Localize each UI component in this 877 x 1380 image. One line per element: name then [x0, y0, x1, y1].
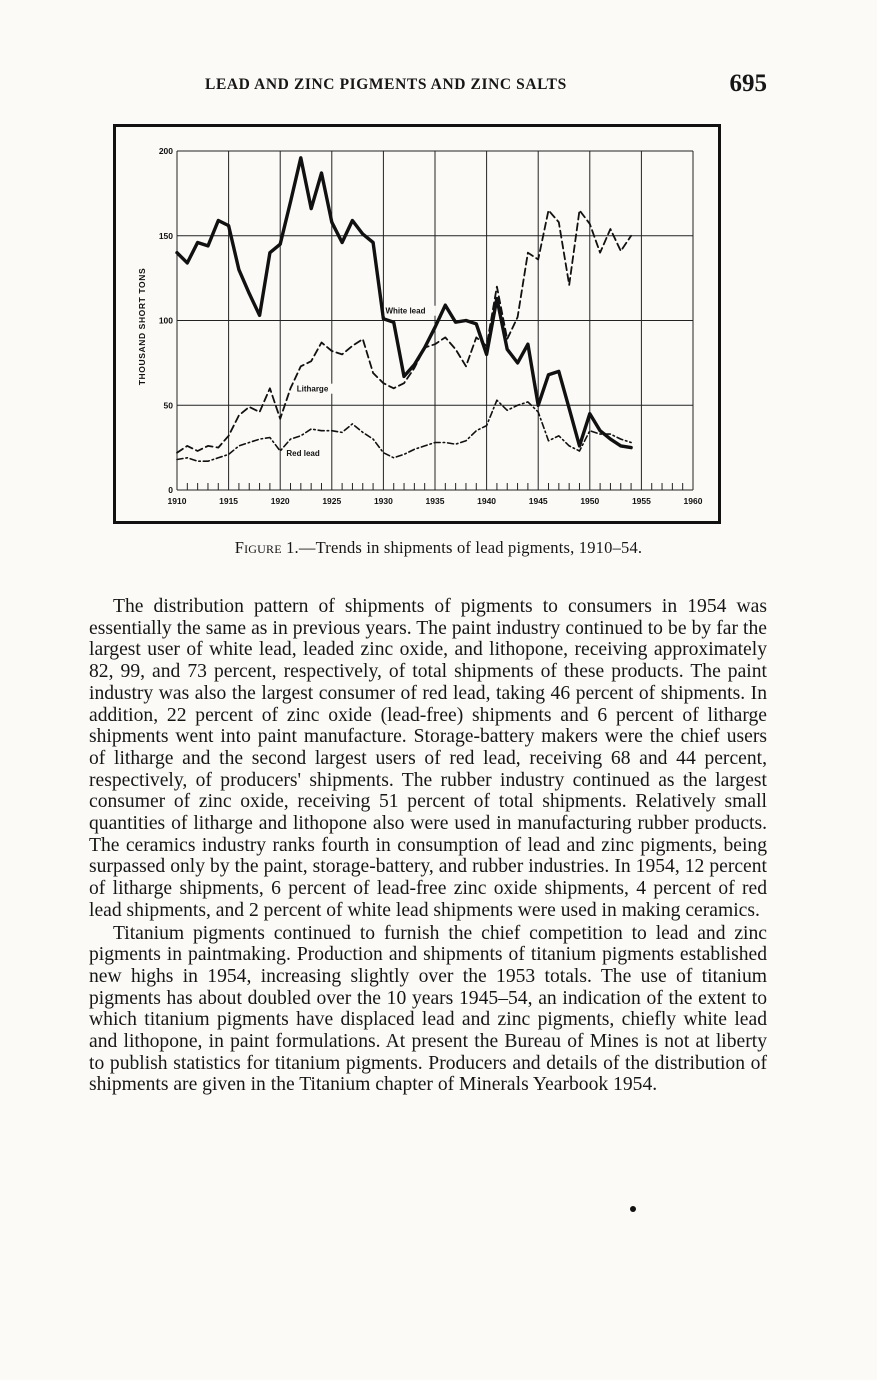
figure-caption	[0, 538, 877, 558]
paragraph-1: The distribution pattern of shipments of pigments to consumers in 1954 was essentially the same as in previous years. The paint industry continued to be by far the largest user of white lead, leaded zinc oxide, and lithopone, receiving approximately 82, 99, and 73 percent, respectively, of total shipments of these products. The paint industry was also the largest consumer of red lead, taking 46 percent of shipments. In addition, 22 percent of zinc oxide (lead-free) shipments and 6 percent of litharge shipments went into paint manufacture. Storage-battery makers were the chief users of litharge and the second largest users of red lead, receiving 68 and 44 percent, respectively, of producers' shipments. The rubber industry continued as the largest consumer of zinc oxide, receiving 51 percent of total shipments. Relatively small quantities of litharge and lithopone also were used in manufacturing rubber products. The ceramics industry ranks fourth in consumption of lead and zinc pigments, being surpassed only by the paint, storage-battery, and rubber industries. In 1954, 12 percent of litharge shipments, 6 percent of lead-free zinc oxide shipments, 4 percent of red lead shipments, and 2 percent of white lead shipments were used in making ceramics.	[89, 596, 767, 921]
y-axis-label: THOUSAND SHORT TONS	[137, 267, 147, 386]
figure-label: Figure 1.	[234, 538, 299, 557]
x-tick-label-1960: 1960	[683, 496, 703, 506]
x-tick-label-1935: 1935	[425, 496, 445, 506]
annotation-label-litharge: Litharge	[296, 384, 329, 394]
x-tick-label-1915: 1915	[219, 496, 239, 506]
x-tick-label-1925: 1925	[322, 496, 342, 506]
page-number: 695	[729, 70, 767, 97]
print-speck-dot	[630, 1206, 636, 1212]
y-tick-label-0: 0	[168, 485, 173, 495]
y-tick-label-50: 50	[163, 400, 173, 411]
paragraph-2: Titanium pigments continued to furnish the chief competition to lead and zinc pigments in paintmaking. Production and shipments of titanium pigments established new highs in 1954, increasing slightly over the 1953 totals. The use of titanium pigments has about doubled over the 10 years 1945–54, an indication of the extent to which titanium pigments have displaced lead and zinc pigments, chiefly white lead and lithopone, in paint formulations. At present the Bureau of Mines is not at liberty to publish statistics for titanium pigments. Producers and details of the distribution of shipments are given in the Titanium chapter of Minerals Yearbook 1954.	[89, 922, 767, 1096]
x-tick-label-1920: 1920	[270, 496, 290, 506]
x-tick-label-1910: 1910	[167, 496, 187, 506]
series-line-litharge	[177, 210, 631, 452]
x-tick-label-1930: 1930	[373, 496, 393, 506]
x-tick-label-1950: 1950	[580, 496, 600, 506]
body-text	[89, 596, 767, 1096]
annotation-label-white-lead: White lead	[385, 306, 426, 316]
y-tick-label-150: 150	[158, 230, 173, 241]
y-tick-label-100: 100	[158, 315, 173, 326]
x-tick-label-1945: 1945	[528, 496, 548, 506]
running-head: LEAD AND ZINC PIGMENTS AND ZINC SALTS	[205, 76, 567, 93]
x-tick-label-1955: 1955	[631, 496, 651, 506]
annotation-label-red-lead: Red lead	[286, 449, 320, 459]
figure-1-chart	[113, 124, 721, 524]
line-chart	[116, 127, 718, 521]
y-tick-label-200: 200	[158, 146, 173, 156]
x-tick-label-1940: 1940	[477, 496, 497, 506]
series-line-white-lead	[177, 158, 631, 448]
figure-title: —Trends in shipments of lead pigments, 1910–54.	[298, 538, 643, 557]
